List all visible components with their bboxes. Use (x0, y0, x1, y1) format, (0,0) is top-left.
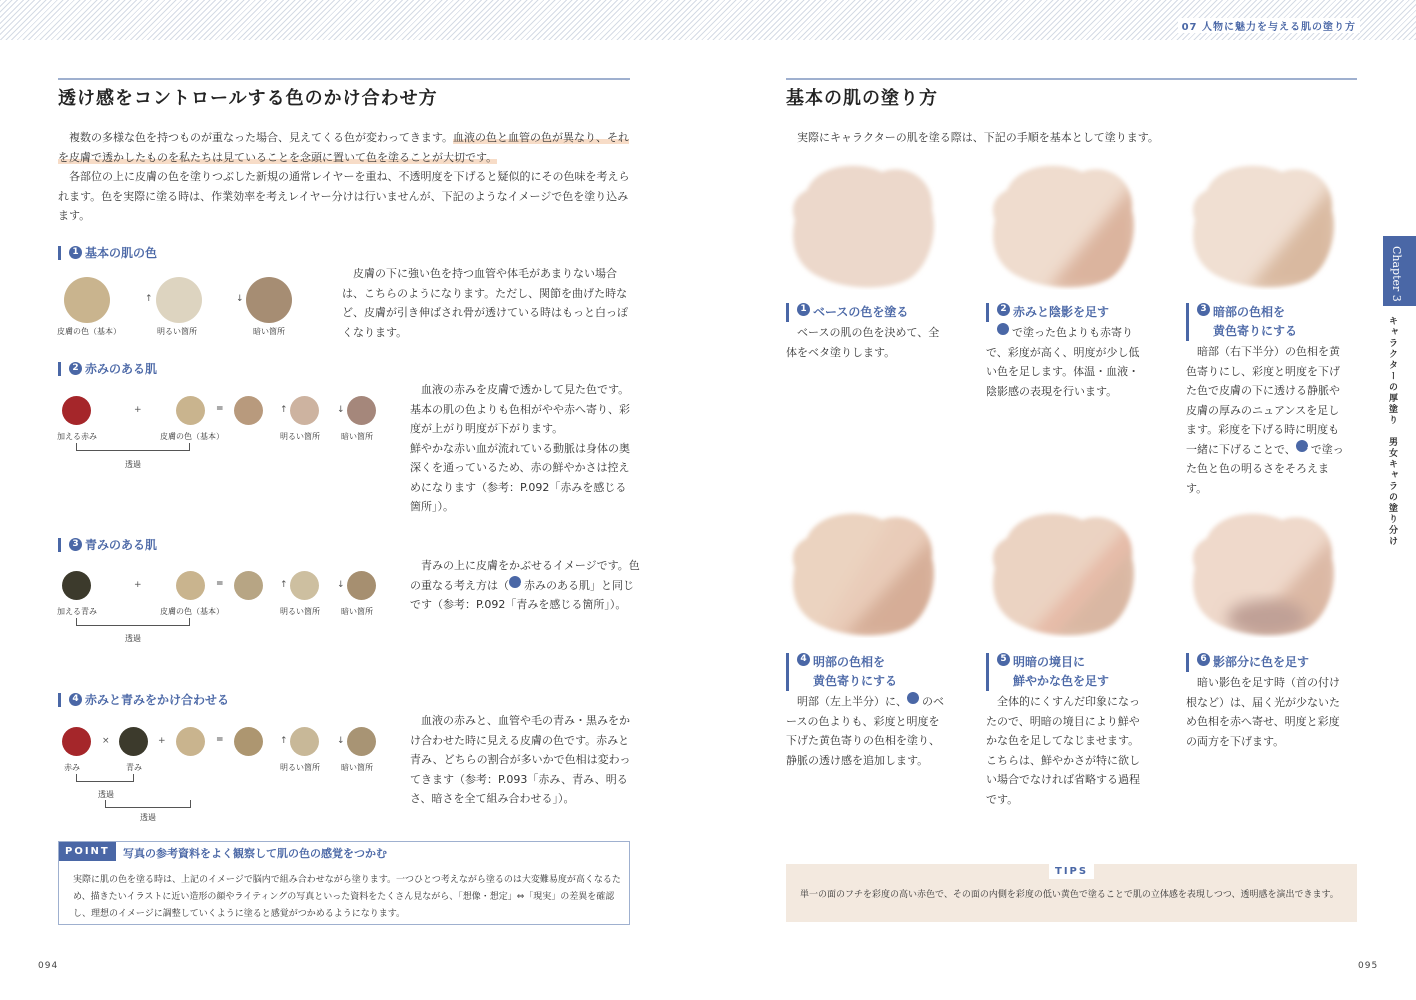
bracket (76, 443, 190, 451)
swatch-blue (119, 727, 148, 756)
bracket-label: 透過 (98, 790, 114, 799)
swatch-skin-base (176, 571, 205, 600)
intro-paragraph-2: 各部位の上に皮膚の色を塗りつぶした新規の通常レイヤーを重ね、不透明度を下げると疑似的にその色味を考えられます。色を実際に塗る時は、作業効率を考えレイヤー分けは行いませんが、下記のようなイメージで色を塗り込みます。 (58, 170, 630, 222)
section-text-2: 血液の赤みを皮膚で透かして見た色です。基本の肌の色よりも色相がやや赤へ寄り、彩度が上がり明度が下がります。 鮮やかな赤い血が流れている動脈は身体の奥深くを通っているため、赤の鮮やかさは控えめになります（参考：P.092「赤みを感じる箇所」）。 (410, 383, 630, 513)
step-text-4: 明部（左上半分）に、 1のベースの色よりも、彩度と明度を下げた黄色寄りの色相を塗り、静脈の透け感を追加します。 (786, 693, 944, 767)
step-heading-5: 5 明暗の境目に 鮮やかな色を足す (986, 653, 1109, 691)
swatch-red (62, 396, 91, 425)
swatch-light (290, 396, 319, 425)
step-heading-3: 3 暗部の色相を 黄色寄りにする (1186, 303, 1297, 341)
op-down: ↓ (236, 294, 244, 304)
right-intro: 実際にキャラクターの肌を塗る際は、下記の手順を基本として塗ります。 (797, 131, 1159, 144)
swatch-label: 加える青み (57, 607, 97, 616)
swatch-result (234, 571, 263, 600)
swatch-label: 暗い箇所 (253, 327, 285, 336)
swatch-dark (246, 277, 292, 323)
intro-paragraph-1: 複数の多様な色を持つものが重なった場合、見えてくる色が変わってきます。血液の色と血管の色が異なり、それを皮膚で透かしたものを私たちは見ていることを念頭に置いて色を塗ることが大切です。 (58, 131, 630, 164)
bracket (105, 800, 191, 808)
skin-sample-step-6 (1187, 508, 1337, 638)
skin-sample-step-3 (1187, 160, 1337, 290)
step-text-5: 全体的にくすんだ印象になったので、明暗の境目により鮮やかな色を足してなじませます。こちらは、鮮やかさが特に欲しい場合でなければ省略する過程です。 (986, 695, 1140, 806)
step-text-2: 1で塗った色よりも赤寄りで、彩度が高く、明度が少し低い色を足します。体温・血液・陰影感の表現を行います。 (986, 324, 1140, 398)
swatch-skin-base (176, 396, 205, 425)
swatch-result (234, 396, 263, 425)
point-title: 写真の参考資料をよく観察して肌の色の感覚をつかむ (123, 847, 387, 860)
op-multiply: × (102, 736, 110, 746)
swatch-red (62, 727, 91, 756)
op-up: ↑ (280, 405, 288, 415)
swatch-result (234, 727, 263, 756)
point-text: 実際に肌の色を塗る時は、上記のイメージで脳内で組み合わせながら塗ります。一つひとつ考えながら塗るのは大変難易度が高くなるため、描きたいイラストに近い造形の顔やライティングの写真といった資料をたくさん見ながら、「想像・想定」⇔「現実」の差異を確認し、理想のイメージに調整していくように塗ると感覚がつかめるようになります。 (73, 875, 621, 919)
swatch-dark (347, 727, 376, 756)
skin-sample-step-2 (987, 160, 1137, 290)
swatch-label: 皮膚の色（基本） (57, 327, 121, 336)
swatch-label: 明るい箇所 (280, 432, 320, 441)
step-heading-6: 6 影部分に色を足す (1186, 653, 1309, 672)
swatch-label: 明るい箇所 (280, 607, 320, 616)
page-title-right: 基本の肌の塗り方 (786, 88, 938, 109)
section-text-1: 皮膚の下に強い色を持つ血管や体毛があまりない場合は、こちらのようになります。ただし、関節を曲げた時など、皮膚が引き伸ばされ骨が透けている時はもっと白っぽくなります。 (342, 267, 628, 339)
step-heading-4: 4 明部の色相を 黄色寄りにする (786, 653, 897, 691)
swatch-skin-base (64, 277, 110, 323)
op-equals: = (216, 579, 224, 589)
title-rule-right (786, 78, 1357, 80)
page-number-left: 094 (38, 961, 59, 971)
bracket-label: 透過 (140, 813, 156, 822)
op-up: ↑ (145, 294, 153, 304)
swatch-label: 暗い箇所 (341, 763, 373, 772)
skin-sample-step-1 (787, 160, 937, 290)
op-equals: = (216, 735, 224, 745)
step-text-1: ベースの肌の色を決めて、全体をベタ塗りします。 (786, 326, 940, 359)
section-heading-4: 4 赤みと青みをかけ合わせる (58, 693, 229, 707)
section-text-3: 青みの上に皮膚をかぶせるイメージです。色の重なる考え方は（ 2赤みのある肌」と同じです（参考：P.092「青みを感じる箇所」）。 (410, 559, 640, 611)
point-box (58, 841, 630, 925)
bracket-label: 透過 (125, 634, 141, 643)
tips-tag: TIPS (1049, 864, 1094, 879)
chapter-side-title: キャラクターの厚塗り 男女キャラの塗り分け (1387, 316, 1397, 547)
op-down: ↓ (337, 736, 345, 746)
section-text-4: 血液の赤みと、血管や毛の青み・黒みをかけ合わせた時に見える皮膚の色です。赤みと青み、どちらの割合が多いかで色相は変わってきます（参考：P.093「赤み、青み、明るさ、暗さを全て組み合わせる」）。 (410, 714, 631, 805)
page-number-right: 095 (1358, 961, 1379, 971)
section-heading-1: 1 基本の肌の色 (58, 246, 157, 260)
point-tag: POINT (59, 842, 116, 861)
swatch-label: 明るい箇所 (280, 763, 320, 772)
op-up: ↑ (280, 736, 288, 746)
swatch-blue (62, 571, 91, 600)
section-heading-2: 2 赤みのある肌 (58, 362, 157, 376)
swatch-label: 赤み (64, 763, 80, 772)
swatch-dark (347, 396, 376, 425)
swatch-light (290, 727, 319, 756)
swatch-label: 暗い箇所 (341, 432, 373, 441)
op-up: ↑ (280, 580, 288, 590)
step-heading-2: 2 赤みと陰影を足す (986, 303, 1109, 322)
skin-sample-step-5 (987, 508, 1137, 638)
swatch-label: 加える赤み (57, 432, 97, 441)
bracket (76, 774, 134, 782)
tips-text: 単一の面のフチを彩度の高い赤色で、その面の内側を彩度の低い黄色で塗ることで肌の立体感を表現しつつ、透明感を演出できます。 (800, 890, 1339, 900)
step-heading-1: 1 ベースの色を塗る (786, 303, 908, 322)
bracket (76, 618, 190, 626)
swatch-label: 暗い箇所 (341, 607, 373, 616)
swatch-label: 明るい箇所 (157, 327, 197, 336)
chapter-tab: Chapter 3 (1383, 236, 1416, 306)
op-down: ↓ (337, 580, 345, 590)
op-down: ↓ (337, 405, 345, 415)
skin-sample-step-4 (787, 508, 937, 638)
bracket-label: 透過 (125, 460, 141, 469)
swatch-label: 青み (126, 763, 142, 772)
op-plus: + (158, 736, 166, 746)
step-text-3: 暗部（右下半分）の色相を黄色寄りにし、彩度と明度を下げた色で皮膚の下に透ける静脈や皮膚の厚みのニュアンスを足します。彩度を下げる時に明度も一緒に下げることで、 2で塗った色と色の明るさをそろえます。 (1186, 345, 1344, 495)
title-rule-left (58, 78, 630, 80)
swatch-skin-base (176, 727, 205, 756)
swatch-light (290, 571, 319, 600)
swatch-label: 皮膚の色（基本） (160, 607, 224, 616)
tips-box (786, 864, 1357, 922)
running-title: 07 人物に魅力を与える肌の塗り方 (1178, 18, 1360, 33)
swatch-dark (347, 571, 376, 600)
section-heading-3: 3 青みのある肌 (58, 538, 157, 552)
op-plus: + (134, 580, 142, 590)
page-title-left: 透け感をコントロールする色のかけ合わせ方 (58, 88, 438, 109)
op-plus: + (134, 405, 142, 415)
op-equals: = (216, 404, 224, 414)
step-text-6: 暗い影色を足す時（首の付け根など）は、届く光が少ないため色相を赤へ寄せ、明度と彩度の両方を下げます。 (1186, 676, 1340, 748)
swatch-light (156, 277, 202, 323)
swatch-label: 皮膚の色（基本） (160, 432, 224, 441)
